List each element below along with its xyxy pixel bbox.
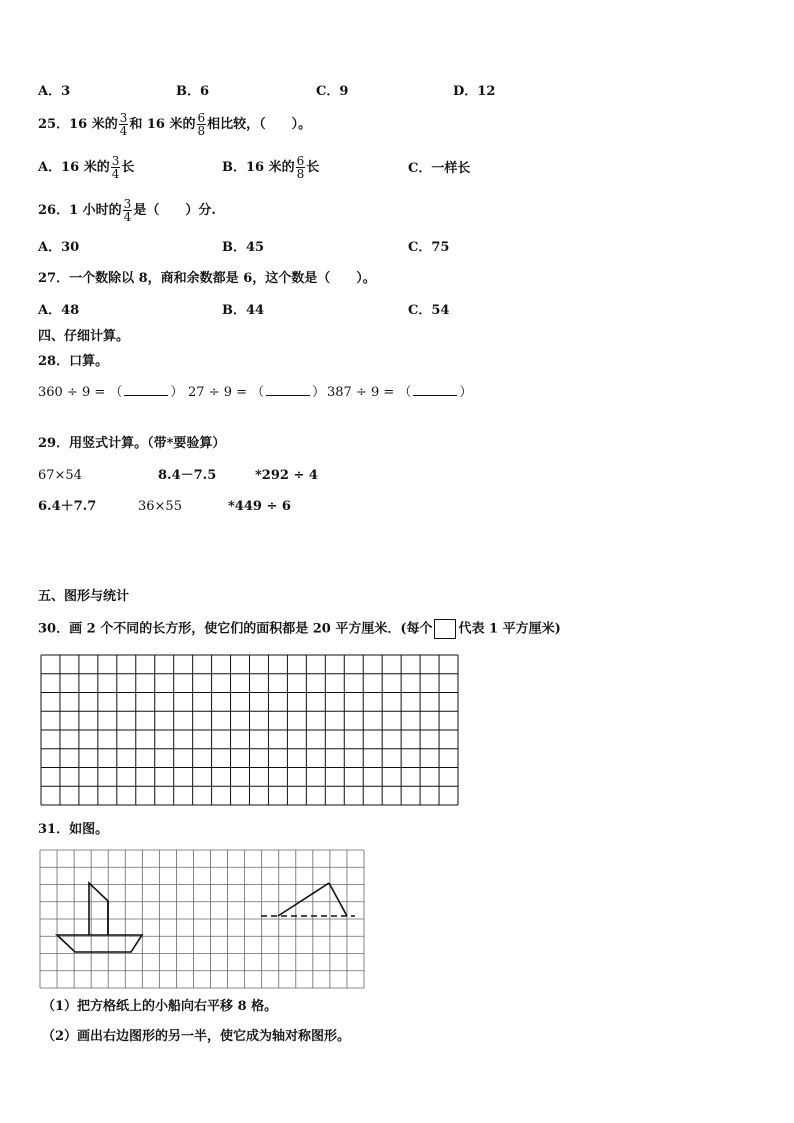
q31-grid[interactable] (39, 849, 365, 989)
q29-calc-1: 67×54 (38, 468, 82, 483)
boat-figure (57, 883, 142, 952)
q28-expr-2: 27 ÷ 9 = （ ） (188, 385, 326, 400)
q25-option-b: B．16 米的 $\frac{6}{8}$ 长 (222, 154, 320, 181)
q29-calc-3: *292 ÷ 4 (255, 468, 318, 483)
q24-option-d: D．12 (453, 84, 496, 99)
q30-stem: 30．画 2 个不同的长方形，使它们的面积都是 20 平方厘米．(每个 代表 1 平方厘米) (38, 619, 561, 639)
q26-option-c: C．75 (408, 240, 450, 255)
q27-stem: 27．一个数除以 8，商和余数都是 6，这个数是（ ）。 (38, 271, 376, 286)
q26-option-a: A．30 (38, 240, 80, 255)
q29-title: 29．用竖式计算。（带*要验算） (38, 436, 226, 451)
q29-calc-6: *449 ÷ 6 (228, 499, 291, 514)
q31-sub-1: （1）把方格纸上的小船向右平移 8 格。 (42, 999, 278, 1014)
q26-stem: 26．1 小时的 $\frac{3}{4}$ 是（ ）分. (38, 197, 216, 224)
q25-option-c: C．一样长 (408, 161, 471, 176)
q28-expr-3: 387 ÷ 9 = （ ） (327, 385, 473, 400)
q28-title: 28．口算。 (38, 354, 109, 369)
q24-option-a: A．3 (38, 84, 71, 99)
q24-option-b: B．6 (176, 84, 210, 99)
q29-calc-2: 8.4－7.5 (158, 468, 217, 483)
q27-option-b: B．44 (222, 303, 265, 318)
section-4-heading: 四、仔细计算。 (38, 329, 130, 344)
q29-calc-5: 36×55 (138, 499, 182, 514)
unit-square-icon (434, 619, 456, 639)
q30-grid[interactable] (40, 654, 459, 806)
q25-stem: 25．16 米的 $\frac{3}{4}$ 和 16 米的 $\frac{6}{8}$ 相比较，（ ）。 (38, 111, 312, 138)
section-5-heading: 五、图形与统计 (38, 589, 130, 604)
q31-sub-2: （2）画出右边图形的另一半，使它成为轴对称图形。 (42, 1029, 351, 1044)
q26-option-b: B．45 (222, 240, 265, 255)
q27-option-c: C．54 (408, 303, 450, 318)
half-symmetric-figure (261, 883, 355, 916)
q29-calc-4: 6.4＋7.7 (38, 499, 97, 514)
q25-option-a: A．16 米的 $\frac{3}{4}$ 长 (38, 154, 135, 181)
q31-title: 31．如图。 (38, 822, 109, 837)
q24-option-c: C．9 (316, 84, 349, 99)
q28-expr-1: 360 ÷ 9 = （ ） (38, 385, 184, 400)
q27-option-a: A．48 (38, 303, 80, 318)
